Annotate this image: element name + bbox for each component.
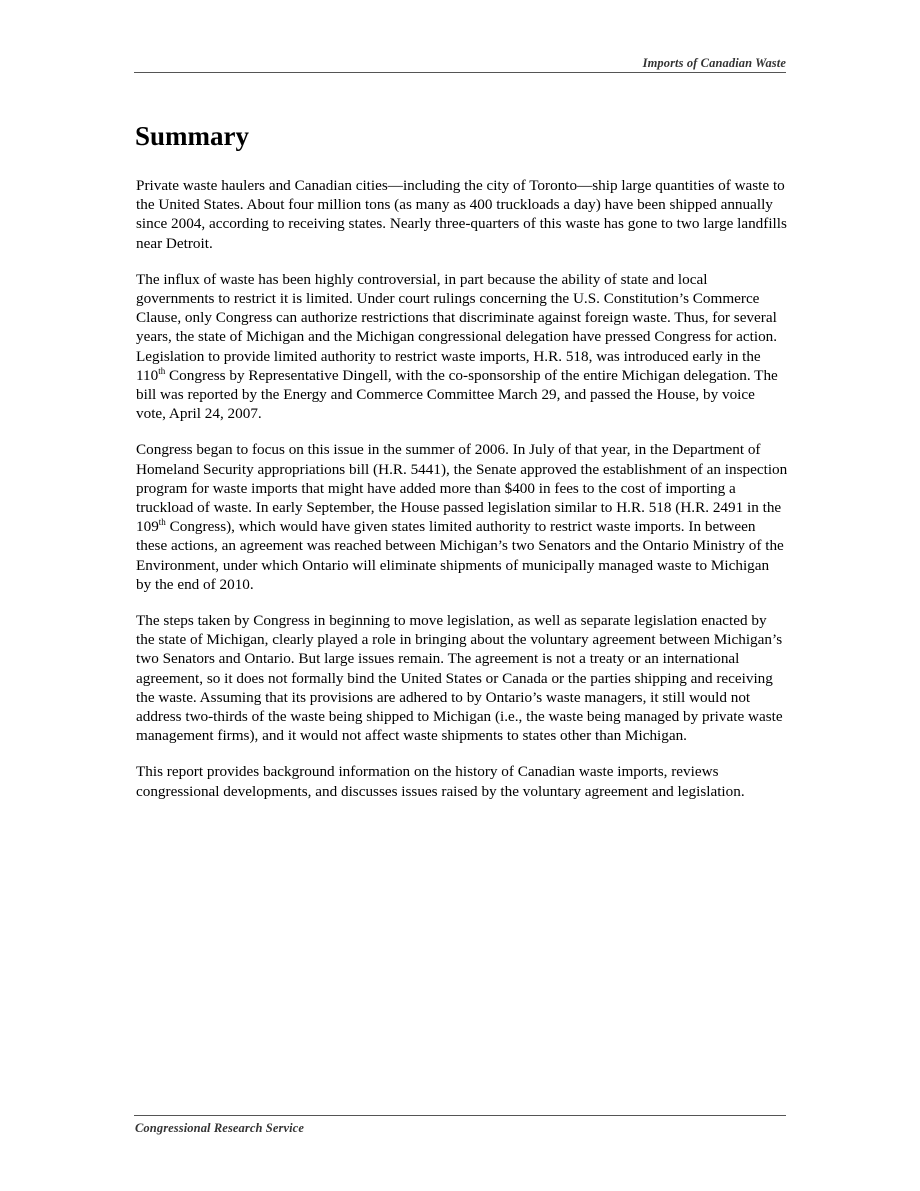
paragraph-4: The steps taken by Congress in beginning to move legislation, as well as separate legislation enacted by the state of Michigan, clearly played a role in bringing about the voluntary agreement between Michigan’s two Senators and Ontario. But large issues remain. The agreement is not a treaty or an international agreement, so it does not formally bind the United States or Canada or the parties shipping and receiving the waste. Assuming that its provisions are adhered to by Ontario’s waste managers, it still would not address two-thirds of the waste being shipped to Michigan (i.e., the waste being managed by private waste management firms), and it would not affect waste shipments to states other than Michigan. bbox=[136, 612, 783, 745]
page-title: Summary bbox=[135, 121, 249, 151]
paragraph-3-part-a: Congress began to focus on this issue in the summer of 2006. In July of that year, in the Department of Homeland Security appropriations bill (H.R. 5441), the Senate approved the establishment of an inspection program for waste imports that might have added more than $400 in fees to the cost of importing a truckload of waste. In early September, the House passed legislation similar to H.R. 518 (H.R. 2491 in the 109 bbox=[136, 441, 788, 536]
paragraph-3 bbox=[136, 440, 788, 594]
paragraph-5: This report provides background information on the history of Canadian waste imports, reviews congressional developments, and discusses issues raised by the voluntary agreement and legislation. bbox=[136, 763, 745, 800]
header-rule bbox=[134, 72, 786, 73]
paragraph-2 bbox=[136, 270, 788, 424]
running-header: Imports of Canadian Waste bbox=[642, 56, 786, 70]
paragraph-3-part-b: Congress), which would have given states limited authority to restrict waste imports. In between these actions, an agreement was reached between Michigan’s two Senators and the Ontario Ministry of the Environment, under which Ontario will eliminate shipments of municipally managed waste to Michigan by the end of 2010. bbox=[136, 518, 784, 593]
running-footer: Congressional Research Service bbox=[135, 1121, 304, 1135]
ordinal-superscript: th bbox=[158, 517, 166, 528]
footer-rule bbox=[134, 1115, 786, 1116]
paragraph-1: Private waste haulers and Canadian cities—including the city of Toronto—ship large quantities of waste to the United States. About four million tons (as many as 400 truckloads a day) have been shipped annually since 2004, according to receiving states. Nearly three-quarters of this waste has gone to two large landfills near Detroit. bbox=[136, 177, 787, 252]
paragraph-2-part-b: Congress by Representative Dingell, with the co-sponsorship of the entire Michigan delegation. The bill was reported by the Energy and Commerce Committee March 29, and passed the House, by voice vote, April 24, 2007. bbox=[136, 366, 778, 423]
paragraph-2-part-a: The influx of waste has been highly controversial, in part because the ability of state and local governments to restrict it is limited. Under court rulings concerning the U.S. Constitution’s Commerce Clause, only Congress can authorize restrictions that discriminate against foreign waste. Thus, for several years, the state of Michigan and the Michigan congressional delegation have pressed Congress for action. Legislation to provide limited authority to restrict waste imports, H.R. 518, was introduced early in the 110 bbox=[136, 270, 778, 384]
summary-body bbox=[136, 176, 788, 818]
ordinal-superscript: th bbox=[158, 365, 166, 376]
